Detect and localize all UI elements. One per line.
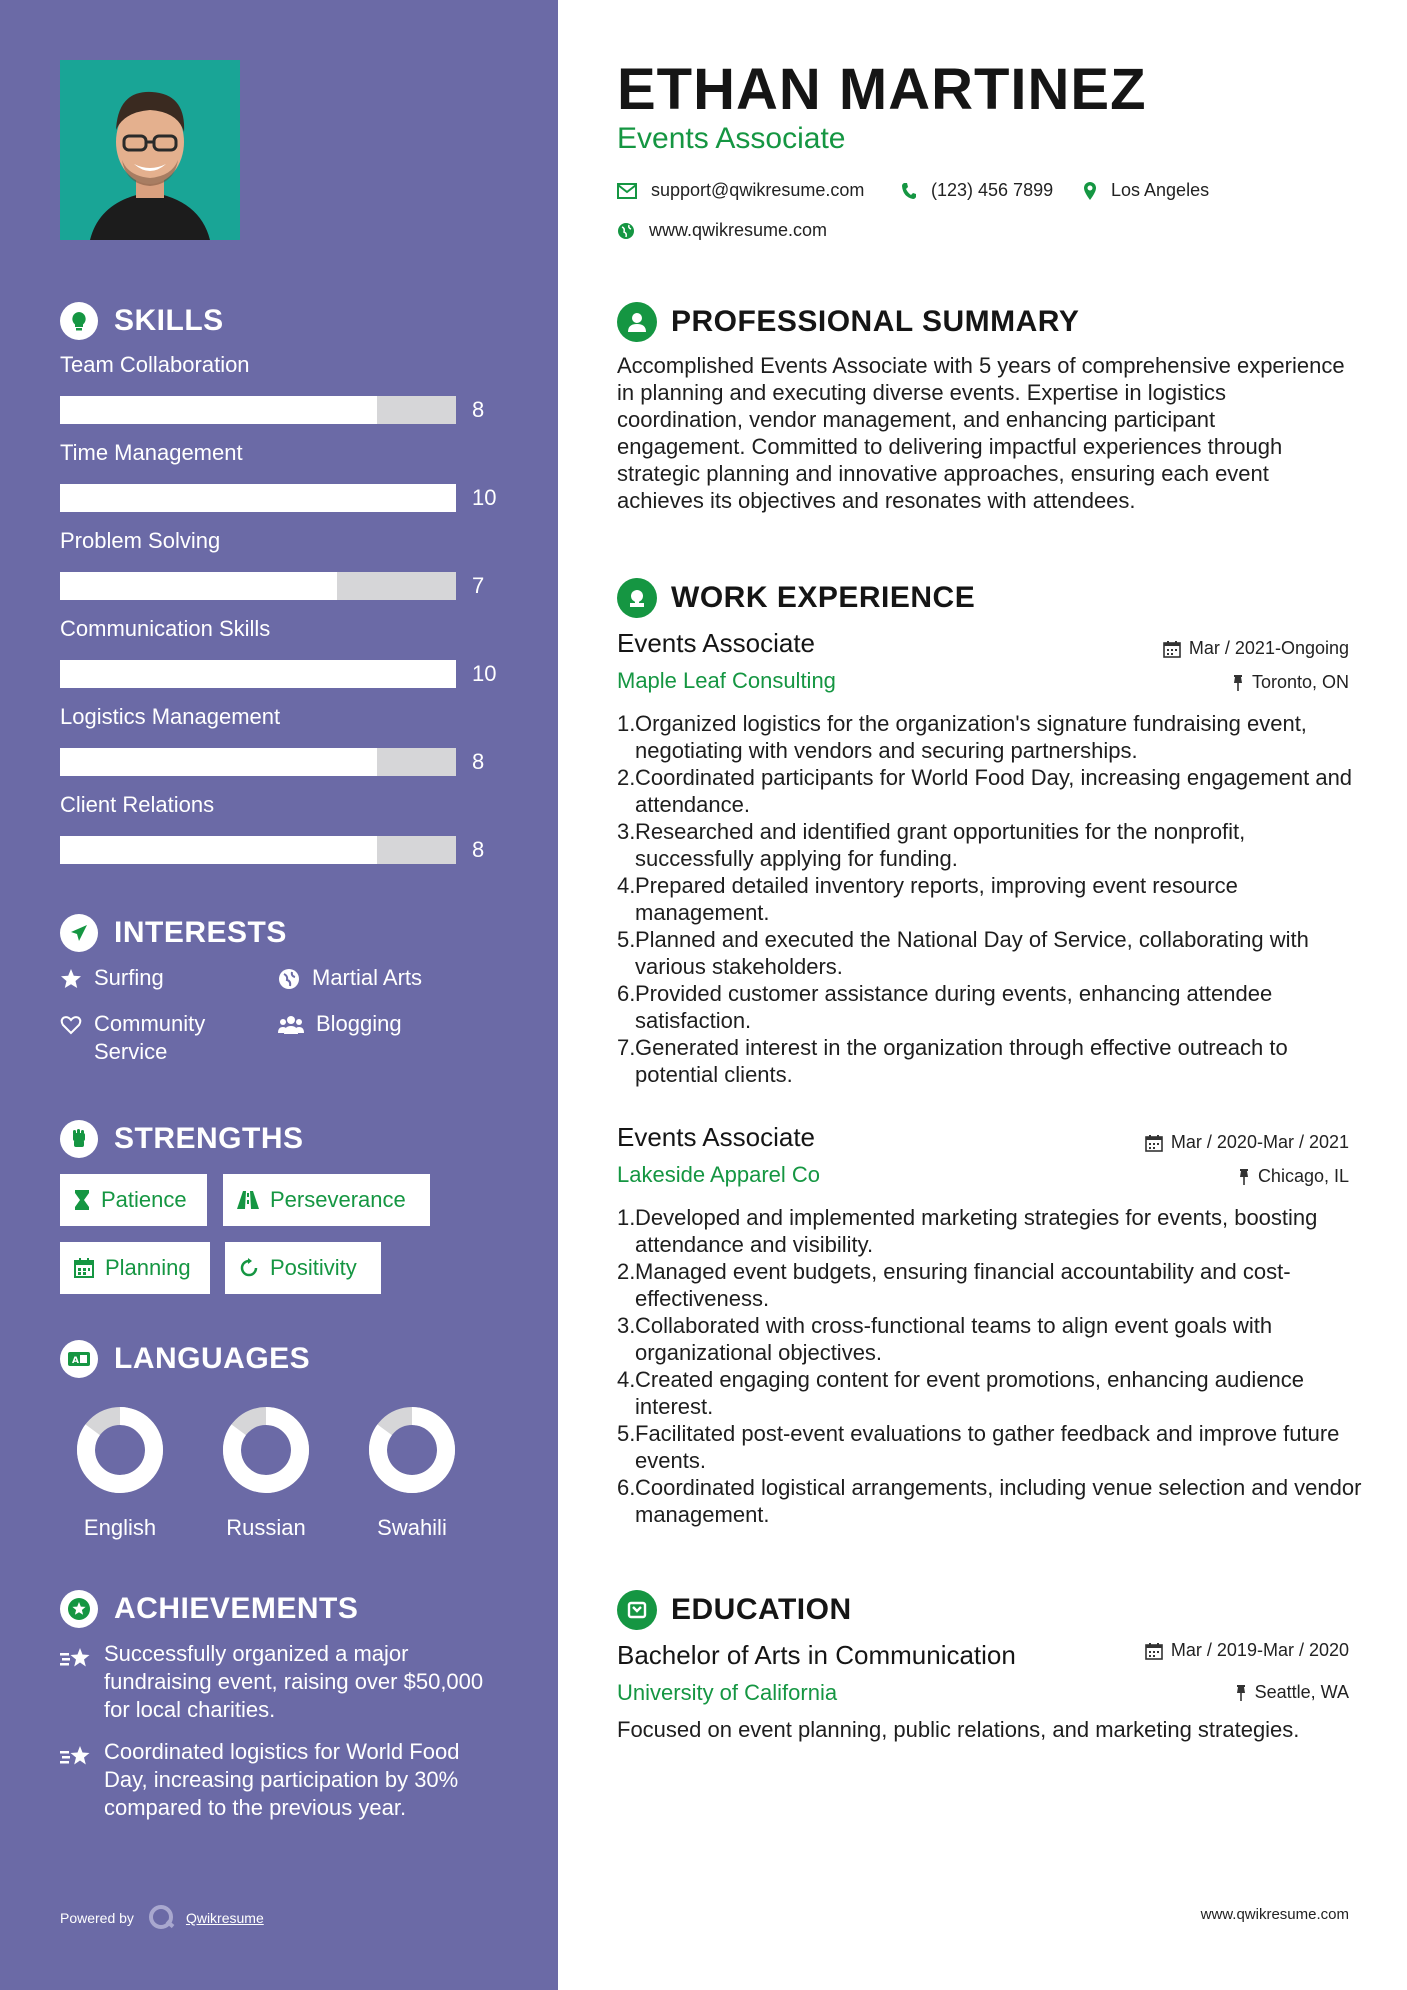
fist-icon — [60, 1120, 98, 1158]
calendar-icon — [1145, 1642, 1163, 1660]
job-bullet: 6. Coordinated logistical arrangements, including venue selection and vendor management. — [617, 1475, 1362, 1527]
contact-phone-text: (123) 456 7899 — [931, 180, 1054, 200]
summary-text: Accomplished Events Associate with 5 years of comprehensive experience in planning and executing diverse events. Expertise in logistics coordination, vendor management, and enhancing participant engagement. Committed to delivering impactful experiences through strategic planning and innovative approaches, ensuring each event achieves its objectives and resonates with attendees. — [617, 353, 1345, 513]
job-role: Events Associate — [617, 628, 815, 658]
skills-title: SKILLS — [114, 304, 224, 337]
language-item — [60, 1400, 180, 1541]
job-location-text: Chicago, IL — [1257, 1166, 1349, 1186]
job-location — [1232, 672, 1349, 693]
skill-value: 8 — [472, 749, 485, 774]
contact-email[interactable] — [617, 180, 864, 201]
footer-url-link[interactable]: www.qwikresume.com — [1200, 1906, 1349, 1923]
job-bullet: 1. Organized logistics for the organization's signature fundraising event, negotiating with vendors and securing partnerships. — [617, 711, 1307, 763]
pushpin-icon — [1232, 674, 1244, 692]
job-bullet-text: Facilitated post-event evaluations to gather feedback and improve future events. — [635, 1421, 1340, 1473]
powered-by — [60, 1904, 264, 1932]
refresh-icon — [238, 1257, 260, 1279]
shooting-star-icon — [60, 1744, 92, 1768]
powered-by-brand-link[interactable]: Qwikresume — [185, 1910, 264, 1926]
experience-title: WORK EXPERIENCE — [671, 581, 976, 614]
summary-heading — [617, 302, 1079, 342]
hourglass-icon — [73, 1189, 91, 1211]
interest-label: Community Service — [94, 1011, 206, 1064]
job-bullet: 4. Prepared detailed inventory reports, improving event resource management. — [617, 873, 1238, 925]
contact-email-text: support@qwikresume.com — [651, 180, 865, 200]
language-icon — [60, 1340, 98, 1378]
skill-value: 7 — [472, 573, 485, 598]
skill-item — [60, 792, 500, 862]
experience-heading — [617, 578, 975, 618]
language-label: Swahili — [377, 1515, 447, 1540]
job-bullet-text: Researched and identified grant opportunities for the nonprofit, successfully applying for funding. — [635, 819, 1246, 871]
skill-bar — [60, 748, 456, 776]
skill-bar-fill — [60, 836, 377, 864]
job-bullet-text: Organized logistics for the organization's signature fundraising event, negotiating with vendors and securing partnerships. — [635, 711, 1307, 763]
job-bullet-text: Coordinated logistical arrangements, including venue selection and vendor management. — [635, 1475, 1362, 1527]
skill-value: 8 — [472, 837, 485, 862]
strength-chip — [225, 1242, 381, 1294]
map-marker-icon — [1083, 181, 1097, 201]
education-heading — [617, 1590, 852, 1630]
language-level-ring — [70, 1400, 170, 1500]
job-bullets — [617, 1204, 1367, 1528]
job-role: Events Associate — [617, 1122, 815, 1152]
interest-item — [60, 964, 164, 992]
skill-bar-fill — [60, 660, 456, 688]
profile-photo — [60, 60, 240, 240]
language-level-ring — [216, 1400, 316, 1500]
education-school: University of California — [617, 1680, 838, 1705]
job-bullet-text: Planned and executed the National Day of Service, collaborating with various stakeholders. — [635, 927, 1309, 979]
skill-bar-fill — [60, 484, 456, 512]
strength-chip — [60, 1242, 210, 1294]
globe-icon — [278, 968, 300, 990]
education-degree: Bachelor of Arts in Communication — [617, 1640, 1016, 1670]
skill-item — [60, 440, 500, 510]
skill-label: Time Management — [60, 440, 243, 465]
interests-title: INTERESTS — [114, 916, 287, 949]
sidebar — [0, 0, 558, 1990]
job-bullet: 1. Developed and implemented marketing strategies for events, boosting attendance and visibility. — [617, 1205, 1318, 1257]
heart-icon — [60, 1014, 82, 1036]
language-level-ring — [362, 1400, 462, 1500]
skill-label: Problem Solving — [60, 528, 221, 553]
job-bullet-text: Created engaging content for event promotions, enhancing audience interest. — [635, 1367, 1305, 1419]
job-bullet: 6. Provided customer assistance during events, enhancing attendee satisfaction. — [617, 981, 1273, 1033]
languages-title: LANGUAGES — [114, 1342, 311, 1375]
language-label: English — [83, 1515, 157, 1540]
interest-item — [278, 1010, 402, 1038]
users-icon — [278, 1014, 304, 1036]
skill-value: 10 — [472, 485, 497, 510]
strength-label: Patience — [101, 1187, 187, 1212]
contact-location-text: Los Angeles — [1111, 180, 1210, 200]
job-bullet: 4. Created engaging content for event promotions, enhancing audience interest. — [617, 1367, 1305, 1419]
phone-icon — [901, 182, 917, 200]
job-bullet: 5. Planned and executed the National Day of Service, collaborating with various stakeholders. — [617, 927, 1309, 979]
job-bullet-text: Managed event budgets, ensuring financial accountability and cost-effectiveness. — [635, 1259, 1291, 1311]
svg-text:A: A — [72, 1356, 79, 1366]
strength-chip — [60, 1174, 207, 1226]
qwikresume-logo-icon — [148, 1904, 176, 1932]
job-dates — [1145, 1132, 1349, 1153]
skills-heading — [60, 302, 224, 340]
contact-phone[interactable] — [901, 180, 1053, 201]
skill-item — [60, 616, 500, 686]
star-badge-icon — [60, 1590, 98, 1628]
skill-bar-fill — [60, 572, 337, 600]
interests-heading — [60, 914, 287, 952]
star-icon — [60, 968, 82, 990]
achievement-text: Successfully organized a major fundraising event, raising over $50,000 for local charities. — [104, 1641, 484, 1722]
interest-label: Martial Arts — [312, 965, 423, 990]
strength-label: Positivity — [270, 1255, 357, 1280]
job-location-text: Toronto, ON — [1251, 672, 1349, 692]
job-bullet: 7. Generated interest in the organization through effective outreach to potential clients. — [617, 1035, 1288, 1087]
job-bullet: 3. Researched and identified grant opportunities for the nonprofit, successfully applying for funding. — [617, 819, 1246, 871]
graduation-icon — [617, 1590, 657, 1630]
education-title: EDUCATION — [671, 1593, 852, 1626]
skill-value: 8 — [472, 397, 485, 422]
calendar-icon — [1163, 640, 1181, 658]
job-bullet: 5. Facilitated post-event evaluations to gather feedback and improve future events. — [617, 1421, 1340, 1473]
skill-item — [60, 528, 500, 598]
skill-value: 10 — [472, 661, 497, 686]
shooting-star-icon — [60, 1646, 92, 1670]
paper-plane-icon — [60, 914, 98, 952]
skill-label: Client Relations — [60, 792, 215, 817]
user-icon — [617, 302, 657, 342]
job-bullet-text: Developed and implemented marketing strategies for events, boosting attendance and visibility. — [635, 1205, 1318, 1257]
education-dates — [1145, 1640, 1349, 1661]
job-company: Lakeside Apparel Co — [617, 1162, 821, 1187]
pushpin-icon — [1235, 1684, 1247, 1702]
powered-by-label: Powered by — [60, 1910, 134, 1926]
skill-bar — [60, 396, 456, 424]
interest-item — [60, 1010, 230, 1066]
briefcase-icon — [617, 578, 657, 618]
languages-heading — [60, 1340, 310, 1378]
job-bullet-text: Prepared detailed inventory reports, improving event resource management. — [635, 873, 1238, 925]
strengths-heading — [60, 1120, 304, 1158]
skill-item — [60, 352, 500, 422]
job-bullet-text: Coordinated participants for World Food Day, increasing engagement and attendance. — [635, 765, 1353, 817]
job-bullet-text: Collaborated with cross-functional teams to align event goals with organizational objectives. — [635, 1313, 1273, 1365]
pushpin-icon — [1238, 1168, 1250, 1186]
skill-item — [60, 704, 500, 774]
job-dates-text: Mar / 2020-Mar / 2021 — [1170, 1132, 1349, 1152]
job-bullet: 2. Managed event budgets, ensuring financial accountability and cost-effectiveness. — [617, 1259, 1291, 1311]
skill-bar — [60, 572, 456, 600]
skill-label: Logistics Management — [60, 704, 281, 729]
job-bullet: 2. Coordinated participants for World Food Day, increasing engagement and attendance. — [617, 765, 1353, 817]
strengths-title: STRENGTHS — [114, 1122, 304, 1155]
job-dates-text: Mar / 2021-Ongoing — [1188, 638, 1349, 658]
contact-website[interactable] — [617, 220, 827, 241]
achievement-item — [60, 1738, 500, 1822]
interest-label: Blogging — [316, 1011, 402, 1036]
interest-label: Surfing — [94, 965, 164, 990]
skill-label: Communication Skills — [60, 616, 271, 641]
education-text: Focused on event planning, public relations, and marketing strategies. — [617, 1717, 1300, 1742]
achievements-heading — [60, 1590, 358, 1628]
calendar-icon — [1145, 1134, 1163, 1152]
road-icon — [236, 1190, 260, 1210]
strength-label: Planning — [105, 1255, 191, 1280]
job-location — [1238, 1166, 1349, 1187]
calendar-icon — [73, 1257, 95, 1279]
achievements-title: ACHIEVEMENTS — [114, 1592, 359, 1625]
job-bullet-text: Generated interest in the organization through effective outreach to potential clients. — [635, 1035, 1288, 1087]
candidate-title: Events Associate — [617, 122, 846, 155]
skill-bar — [60, 660, 456, 688]
skill-label: Team Collaboration — [60, 352, 250, 377]
contact-location — [1083, 180, 1209, 201]
strength-chip — [223, 1174, 430, 1226]
contact-website-text: www.qwikresume.com — [649, 220, 828, 240]
language-label: Russian — [226, 1515, 306, 1540]
skill-bar-fill — [60, 748, 377, 776]
strength-label: Perseverance — [270, 1187, 406, 1212]
job-bullets — [617, 710, 1367, 1088]
interest-item — [278, 964, 422, 992]
job-company: Maple Leaf Consulting — [617, 668, 836, 693]
job-bullet: 3. Collaborated with cross-functional teams to align event goals with organizational objectives. — [617, 1313, 1273, 1365]
skill-bar — [60, 836, 456, 864]
education-dates-text: Mar / 2019-Mar / 2020 — [1170, 1640, 1349, 1660]
globe-icon — [617, 222, 635, 240]
achievement-text: Coordinated logistics for World Food Day, increasing participation by 30% compared to the previous year. — [104, 1739, 460, 1820]
skill-bar-fill — [60, 396, 377, 424]
education-location-text: Seattle, WA — [1254, 1682, 1349, 1702]
candidate-name: ETHAN MARTINEZ — [617, 57, 1147, 122]
language-item — [206, 1400, 326, 1541]
job-bullet-text: Provided customer assistance during events, enhancing attendee satisfaction. — [635, 981, 1273, 1033]
envelope-icon — [617, 183, 637, 199]
summary-title: PROFESSIONAL SUMMARY — [671, 305, 1080, 338]
skill-bar — [60, 484, 456, 512]
language-item — [352, 1400, 472, 1541]
education-location — [1235, 1682, 1349, 1703]
achievement-item — [60, 1640, 500, 1724]
lightbulb-icon — [60, 302, 98, 340]
job-dates — [1163, 638, 1349, 659]
